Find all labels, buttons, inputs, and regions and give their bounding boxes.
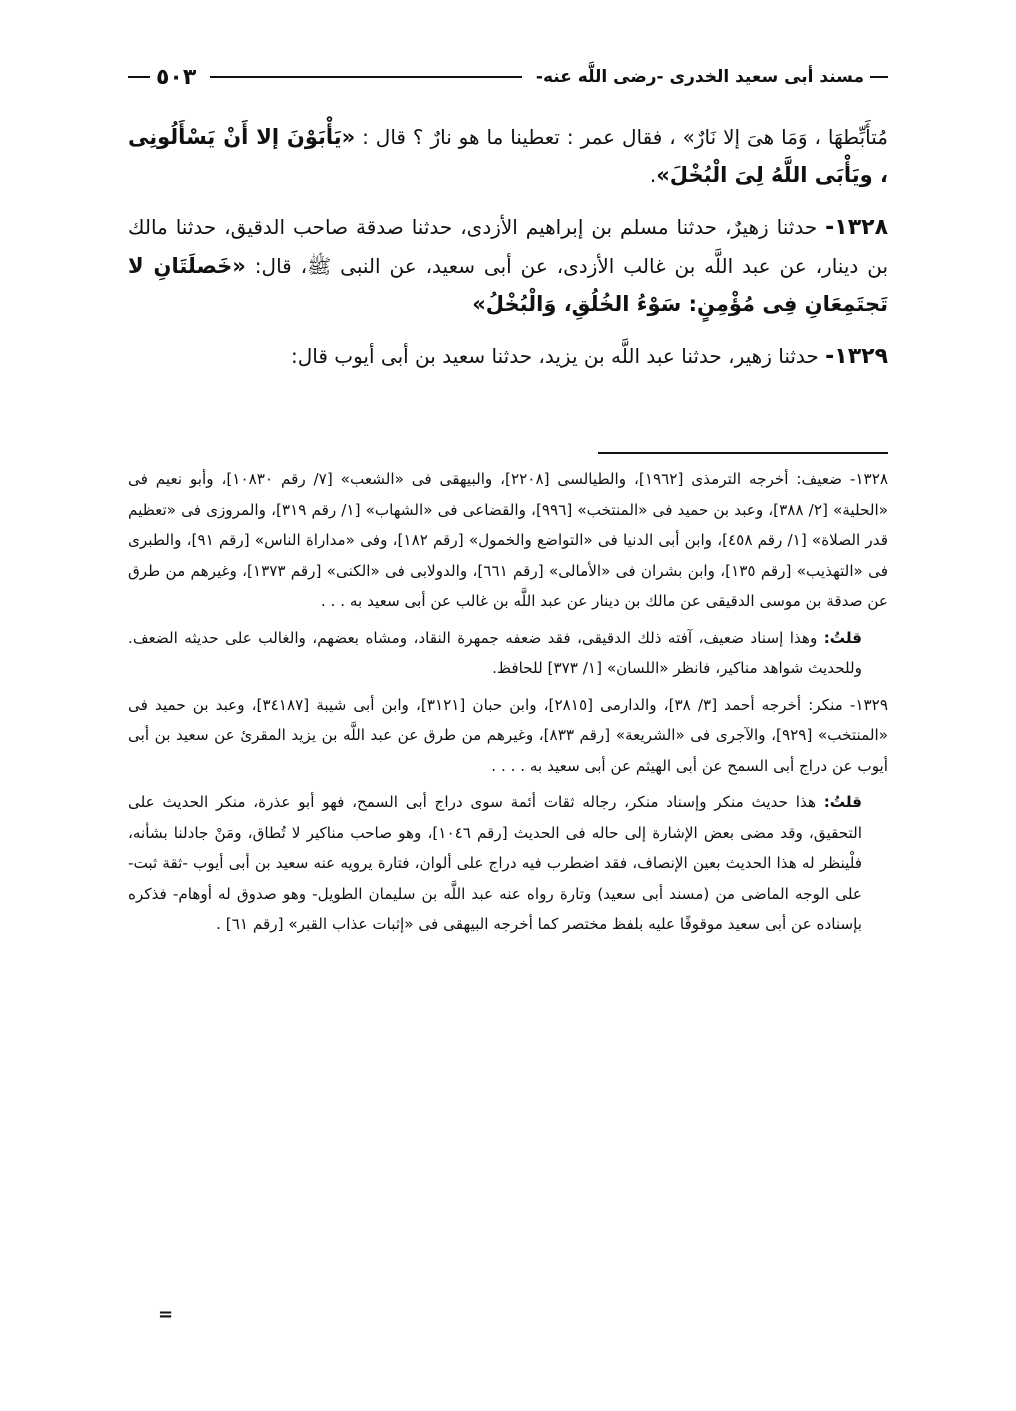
- hadith-matn: «خَصلَتَانِ لا تَجتَمِعَانِ فِى مُؤْمِنٍ: سَوْءُ الخُلُقِ، وَالْبُخْلُ»: [128, 254, 888, 316]
- hadith-continuation: [128, 118, 888, 194]
- hadith-isnad: حدثنا زهير، حدثنا عبد اللَّه بن يزيد، حدثنا سعيد بن أبى أيوب قال:: [290, 344, 826, 368]
- running-header: [128, 62, 888, 92]
- footnote-1328: ١٣٢٨- ضعيف: أخرجه الترمذى [١٩٦٢]، والطيالسى [٢٢٠٨]، والبيهقى فى «الشعب» [٧/ رقم ١٠٨٣٠]، وأبو نعيم فى «الحلية» [٢/ ٣٨٨]، وعبد بن حميد فى «المنتخب» [٩٩٦]، والقضاعى فى «الشهاب» [١/ رقم ٣١٩]، والمروزى فى «تعظيم قدر الصلاة» [١/ رقم ٤٥٨]، وابن أبى الدنيا فى «التواضع والخمول» [رقم ١٨٢]، وفى «مداراة الناس» [رقم ٩١]، والطبرى فى «التهذيب» [رقم ١٣٥]، وابن بشران فى «الأمالى» [رقم ٦٦١]، والدولابى فى «الكنى» [رقم ١٣٧٣]، وغيرهم من طرق عن صدقة بن موسى الدقيقى عن مالك بن دينار عن عبد اللَّه بن غالب عن أبى سعيد به . . .: [128, 470, 889, 610]
- hadith-number: ١٣٢٩-: [825, 344, 888, 369]
- header-rule-left: [128, 76, 150, 78]
- comment-text: هذا حديث منكر وإسناد منكر، رجاله ثقات أئمة سوى دراج أبى السمح، فهو أبو عذرة، منكر الحديث على التحقيق، وقد مضى بعض الإشارة إلى حاله فى الحديث [رقم ١٠٤٦]، وهو صاحب مناكير لا تُطاق، ومَنْ جادلنا بشأنه، فلْينظر له هذا الحديث بعين الإنصاف، فقد اضطرب فيه دراج على ألوان، فتارة يرويه عنه سعيد بن أبى أيوب -ثقة ثبت- على الوجه الماضى من (مسند أبى سعيد) وتارة رواه عنه عبد اللَّه بن سليمان الطويل- وهو صدوق له أوهام- فذكره بإسناده عن أبى سعيد موقوفًا عليه بلفظ مختصر كما أخرجه البيهقى فى «إثبات عذاب القبر» [رقم ٦١] .: [128, 793, 862, 933]
- comment-text: وهذا إسناد ضعيف، آفته ذلك الدقيقى، فقد ضعفه جمهرة النقاد، ومشاه بعضهم، والغالب على حديثه الضعف. وللحديث شواهد مناكير، فانظر «اللسان» [١/ ٣٧٣] للحافظ.: [128, 628, 862, 677]
- comment-label: قلتُ:: [823, 628, 862, 647]
- header-rule-right: [870, 76, 888, 78]
- header-rule-middle: [210, 76, 522, 78]
- footnote-1329: ١٣٢٩- منكر: أخرجه أحمد [٣/ ٣٨]، والدارمى [٢٨١٥]، وابن حبان [٣١٢١]، وابن أبى شيبة [٣٤١٨٧]، وعبد بن حميد فى «المنتخب» [٩٢٩]، والآجرى فى «الشريعة» [رقم ٨٣٣]، وغيرهم من طرق عن عبد اللَّه بن يزيد المقرئ عن سعيد بن أبى أيوب عن دراج أبى السمح عن أبى الهيثم عن أبى سعيد به . . . .: [128, 695, 888, 775]
- footnotes: [128, 464, 888, 946]
- page-number: ٥٠٣: [156, 64, 197, 90]
- header-title: مسند أبى سعيد الخدرى -رضى اللَّه عنه-: [535, 67, 864, 87]
- footnote-1329-comment: [128, 787, 888, 940]
- hadith-1328: [128, 208, 888, 323]
- continuation-mark: =: [158, 1304, 174, 1325]
- hadith-1329: [128, 337, 888, 376]
- continuation-text: مُتأَبِّطهَا ، وَمَا هىَ إلا نَارٌ» ، فقال عمر : تعطينا ما هو نارٌ ؟ قال :: [355, 125, 888, 149]
- main-text: [128, 118, 888, 390]
- period: .: [649, 163, 657, 187]
- prophetic-quote: «يَأْبَوْنَ إلا أَنْ يَسْأَلُونِى ، ويَأْبَى اللَّهُ لِىَ الْبُخْلَ»: [128, 125, 888, 187]
- footnote-separator: [598, 452, 888, 454]
- hadith-isnad: حدثنا زهيرٌ، حدثنا مسلم بن إبراهيم الأزدى، حدثنا صدقة صاحب الدقيق، حدثنا مالك بن دينار، عن عبد اللَّه بن غالب الأزدى، عن أبى سعيد، عن النبى ﷺ، قال:: [128, 215, 889, 278]
- comment-label: قلتُ:: [823, 793, 862, 811]
- hadith-number: ١٣٢٨-: [825, 215, 888, 240]
- footnote-1328-comment: [128, 623, 888, 684]
